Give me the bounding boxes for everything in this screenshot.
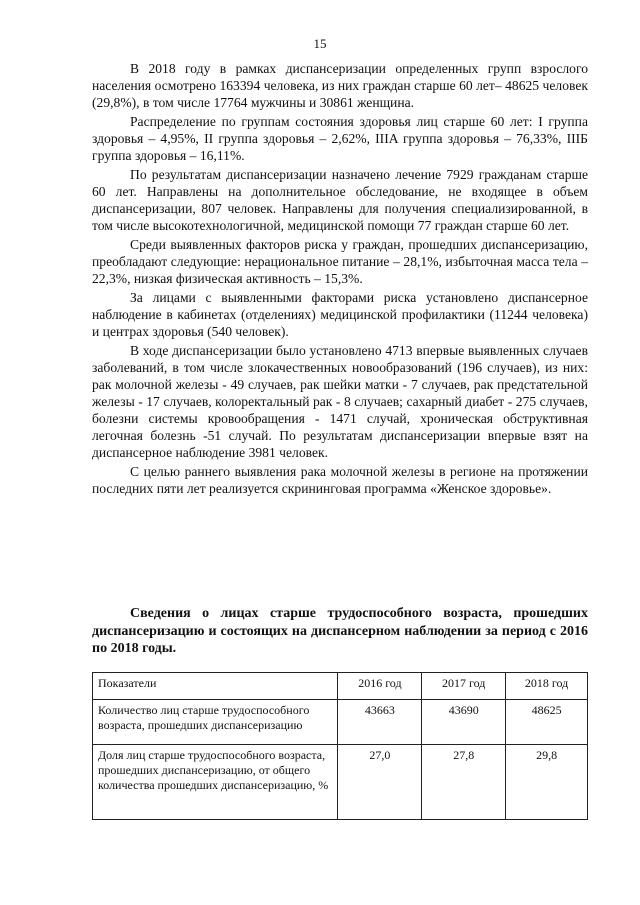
row-label: Количество лиц старше трудоспособного возраста, прошедших диспансеризацию — [93, 700, 338, 745]
paragraph-screening-total: В 2018 году в рамках диспансеризации определенных групп взрослого населения осмотрено 163394 человека, из них граждан старше 60 лет– 48625 человек (29,8%), в том числе 17764 мужчины и 30861 женщина. — [92, 61, 588, 110]
table-header-row — [93, 673, 588, 700]
paragraph-detected-cases: В ходе диспансеризации было установлено 4713 впервые выявленных случаев заболеваний, в том числе злокачественных новообразований (196 случаев), из них: рак молочной железы - 49 случаев, рак шейки матки - 7 случаев, рак предстательной железы - 17 случаев, колоректальный рак - 8 случаев; сахарный диабет - 275 случаев, болезни системы кровообращения - 1471 случай, хроническая обструктивная легочная болезнь -51 случай. По результатам диспансеризации впервые взят на диспансерное наблюдение 3981 человек. — [92, 343, 588, 460]
header-2017: 2017 год — [422, 673, 506, 700]
header-2018: 2018 год — [506, 673, 588, 700]
paragraph-treatment: По результатам диспансеризации назначено лечение 7929 гражданам старше 60 лет. Направлены на дополнительное обследование, не входящее в объем диспансеризации, 807 человек. Направлены для получения специализированной, в том числе высокотехнологичной, медицинской помощи 77 граждан старше 60 лет. — [92, 167, 588, 233]
table-row — [93, 700, 588, 745]
body-text — [92, 60, 588, 499]
paragraph-observation: За лицами с выявленными факторами риска установлено диспансерное наблюдение в кабинетах (отделениях) медицинской профилактики (11244 человека) и центрах здоровья (540 человек). — [92, 290, 588, 339]
table-row — [93, 745, 588, 820]
header-indicator: Показатели — [93, 673, 338, 700]
cell-2016: 27,0 — [338, 745, 422, 820]
paragraph-risk-factors: Среди выявленных факторов риска у граждан, прошедших диспансеризацию, преобладают следующие: нерациональное питание – 28,1%, избыточная масса тела – 22,3%, низкая физическая активность – 15,3%. — [92, 237, 588, 286]
statistics-table — [92, 672, 588, 820]
paragraph-health-groups: Распределение по группам состояния здоровья лиц старше 60 лет: I группа здоровья – 4,95%, II группа здоровья – 2,62%, IIIA группа здоровья – 76,33%, IIIБ группа здоровья – 16,11%. — [92, 114, 588, 163]
section-title: Сведения о лицах старше трудоспособного возраста, прошедших диспансеризацию и состоящих на диспансерном наблюдении за период с 2016 по 2018 годы. — [92, 606, 588, 656]
page-number: 15 — [313, 36, 327, 51]
cell-2017: 43690 — [422, 700, 506, 745]
paragraph-screening-program: С целью раннего выявления рака молочной железы в регионе на протяжении последних пяти лет реализуется скрининговая программа «Женское здоровье». — [92, 464, 588, 496]
cell-2017: 27,8 — [422, 745, 506, 820]
row-label: Доля лиц старше трудоспособного возраста, прошедших диспансеризацию, от общего количества прошедших диспансеризацию, % — [93, 745, 338, 820]
header-2016: 2016 год — [338, 673, 422, 700]
cell-2018: 48625 — [506, 700, 588, 745]
cell-2016: 43663 — [338, 700, 422, 745]
cell-2018: 29,8 — [506, 745, 588, 820]
